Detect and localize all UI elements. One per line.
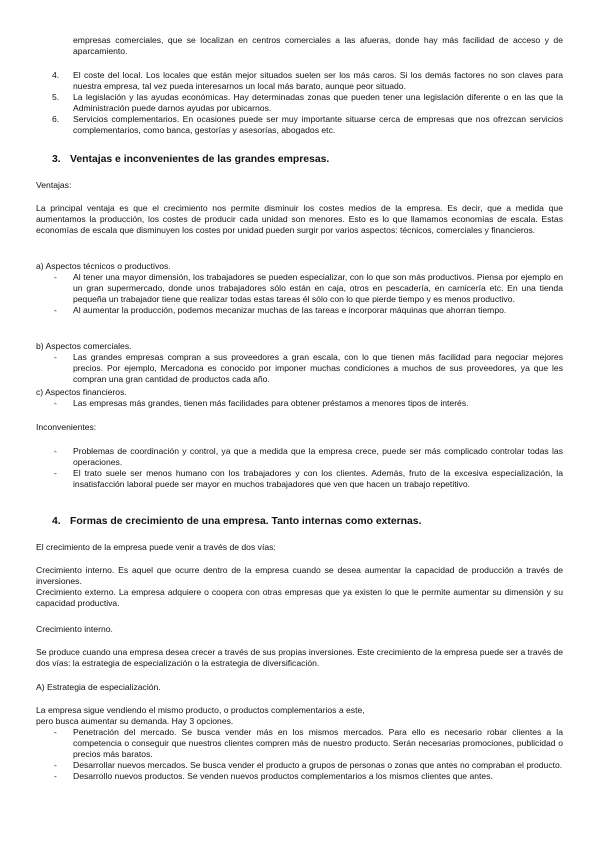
list-item — [52, 92, 563, 114]
section-title: Formas de crecimiento de una empresa. Tanto internas como externas. — [70, 516, 422, 527]
list-number: 6. — [52, 114, 60, 124]
list-item — [52, 398, 563, 409]
drawbacks-label: Inconvenientes: — [36, 422, 97, 432]
growth-intro: El crecimiento de la empresa puede venir a través de dos vías: — [36, 542, 276, 552]
external-growth-definition: Crecimiento externo. La empresa adquiere o coopera con otras empresas que ya existen lo que le permite aumentar su dimensión y su capacidad productiva. — [36, 587, 563, 608]
dash-bullet: - — [54, 446, 57, 456]
specialization-strategy-heading: A) Estrategia de especialización. — [36, 682, 161, 692]
commercial-aspects-list — [52, 352, 563, 385]
drawbacks-list — [52, 446, 563, 490]
list-item — [52, 305, 563, 316]
specialization-options-list — [52, 727, 563, 782]
section-number: 3. — [52, 154, 61, 165]
list-item — [52, 70, 563, 92]
list-number: 4. — [52, 70, 60, 80]
list-item-text: Las empresas más grandes, tienen más facilidades para obtener préstamos a menores tipos de interés. — [73, 398, 469, 408]
location-factors-list — [52, 70, 563, 136]
specialization-intro-line-1: La empresa sigue vendiendo el mismo producto, o productos complementarios a este, — [36, 705, 365, 715]
list-item — [52, 468, 563, 490]
list-item-text: Servicios complementarios. En ocasiones puede ser muy importante situarse cerca de empresas que nos ofrezcan servicios complementarios, como banca, gestorías y asesorías, abogados etc. — [73, 114, 563, 135]
list-item-text: La legislación y las ayudas económicas. Hay determinadas zonas que pueden tener una legislación diferente o en las que la Administración puede darnos ayudas por ubicarnos. — [73, 92, 563, 113]
dash-bullet: - — [54, 727, 57, 737]
list-item — [52, 446, 563, 468]
dash-bullet: - — [54, 272, 57, 282]
dash-bullet: - — [54, 398, 57, 408]
section-title: Ventajas e inconvenientes de las grandes empresas. — [70, 154, 330, 165]
specialization-intro-line-2: pero busca aumentar su demanda. Hay 3 opciones. — [36, 716, 234, 726]
list-item-text: Penetración del mercado. Se busca vender más en los mismos mercados. Para ello es necesario robar clientes a la competencia o conseguir que nuestros clientes compren más de nuestro producto. Serán necesarias promociones, publicidad o precios más baratos. — [73, 727, 563, 759]
internal-growth-text: Se produce cuando una empresa desea crecer a través de sus propias inversiones. Este crecimiento de la empresa puede ser a través de dos vías: la estrategia de especialización o la estrategia de diversificación. — [36, 647, 563, 668]
list-item — [52, 114, 563, 136]
list-number: 5. — [52, 92, 60, 102]
section-3-heading — [52, 153, 329, 166]
list-item-text: Al tener una mayor dimensión, los trabajadores se pueden especializar, con lo que son más productivos. Piensa por ejemplo en un gran supermercado, donde unos trabajadores sólo están en caja, otros en pescadería, en carnicería etc. En una tienda pequeña un trabajador tiene que realizar todas estas tareas él sólo con lo que pierde tiempo y es menos productivo. — [73, 272, 563, 304]
section-4-heading — [52, 515, 421, 528]
technical-aspects-list — [52, 272, 563, 316]
dash-bullet: - — [54, 760, 57, 770]
list-item — [52, 760, 563, 771]
list-item — [52, 727, 563, 760]
list-item — [52, 352, 563, 385]
list-item-text: El trato suele ser menos humano con los trabajadores y con los clientes. Además, fruto de la excesiva especialización, la insatisfacción laboral puede ser mayor en muchos trabajadores que ven que hacen un trabajo repetitivo. — [73, 468, 563, 489]
financial-aspects-list — [52, 398, 563, 409]
list-item-text: El coste del local. Los locales que están mejor situados suelen ser los más caros. Si los demás factores no son claves para nuestra empresa, tal vez pueda interesarnos un local más barato, aunque peor situado. — [73, 70, 563, 91]
list-item-text: Desarrollar nuevos mercados. Se busca vender el producto a grupos de personas o zonas que antes no compraban el producto. — [73, 760, 563, 770]
dash-bullet: - — [54, 305, 57, 315]
list-item-text: Al aumentar la producción, podemos mecanizar muchas de las tareas e incorporar máquinas que ahorran tiempo. — [73, 305, 507, 315]
dash-bullet: - — [54, 771, 57, 781]
intro-continuation: empresas comerciales, que se localizan en centros comerciales a las afueras, donde hay más facilidad de acceso y de aparcamiento. — [73, 35, 563, 56]
advantages-intro: La principal ventaja es que el crecimiento nos permite disminuir los costes medios de la empresa. Es decir, que a medida que aumentamos la producción, los costes de producir cada unidad son menores. Esto es lo que llamamos economías de escala. Estas economías de escala que disminuyen los costes por unidad pueden surgir por varios aspectos: técnicos, comerciales y financieros. — [36, 203, 563, 235]
internal-growth-definition: Crecimiento interno. Es aquel que ocurre dentro de la empresa cuando se desea aumentar la capacidad de producción a través de inversiones. — [36, 565, 563, 586]
list-item — [52, 272, 563, 305]
list-item-text: Problemas de coordinación y control, ya que a medida que la empresa crece, puede ser más complicado controlar todas las operaciones. — [73, 446, 563, 467]
technical-aspects-heading: a) Aspectos técnicos o productivos. — [36, 261, 171, 271]
list-item-text: Desarrollo nuevos productos. Se venden nuevos productos complementarios a los mismos clientes que antes. — [73, 771, 493, 781]
dash-bullet: - — [54, 352, 57, 362]
advantages-label: Ventajas: — [36, 180, 72, 190]
dash-bullet: - — [54, 468, 57, 478]
internal-growth-heading: Crecimiento interno. — [36, 624, 113, 634]
list-item — [52, 771, 563, 782]
section-number: 4. — [52, 516, 61, 527]
commercial-aspects-heading: b) Aspectos comerciales. — [36, 341, 132, 351]
list-item-text: Las grandes empresas compran a sus proveedores a gran escala, con lo que tienen más facilidad para negociar mejores precios. Por ejemplo, Mercadona es conocido por imponer muchas condiciones a muchos de sus proveedores, ya que les compran una gran cantidad de productos cada año. — [73, 352, 563, 384]
financial-aspects-heading: c) Aspectos financieros. — [36, 387, 127, 397]
